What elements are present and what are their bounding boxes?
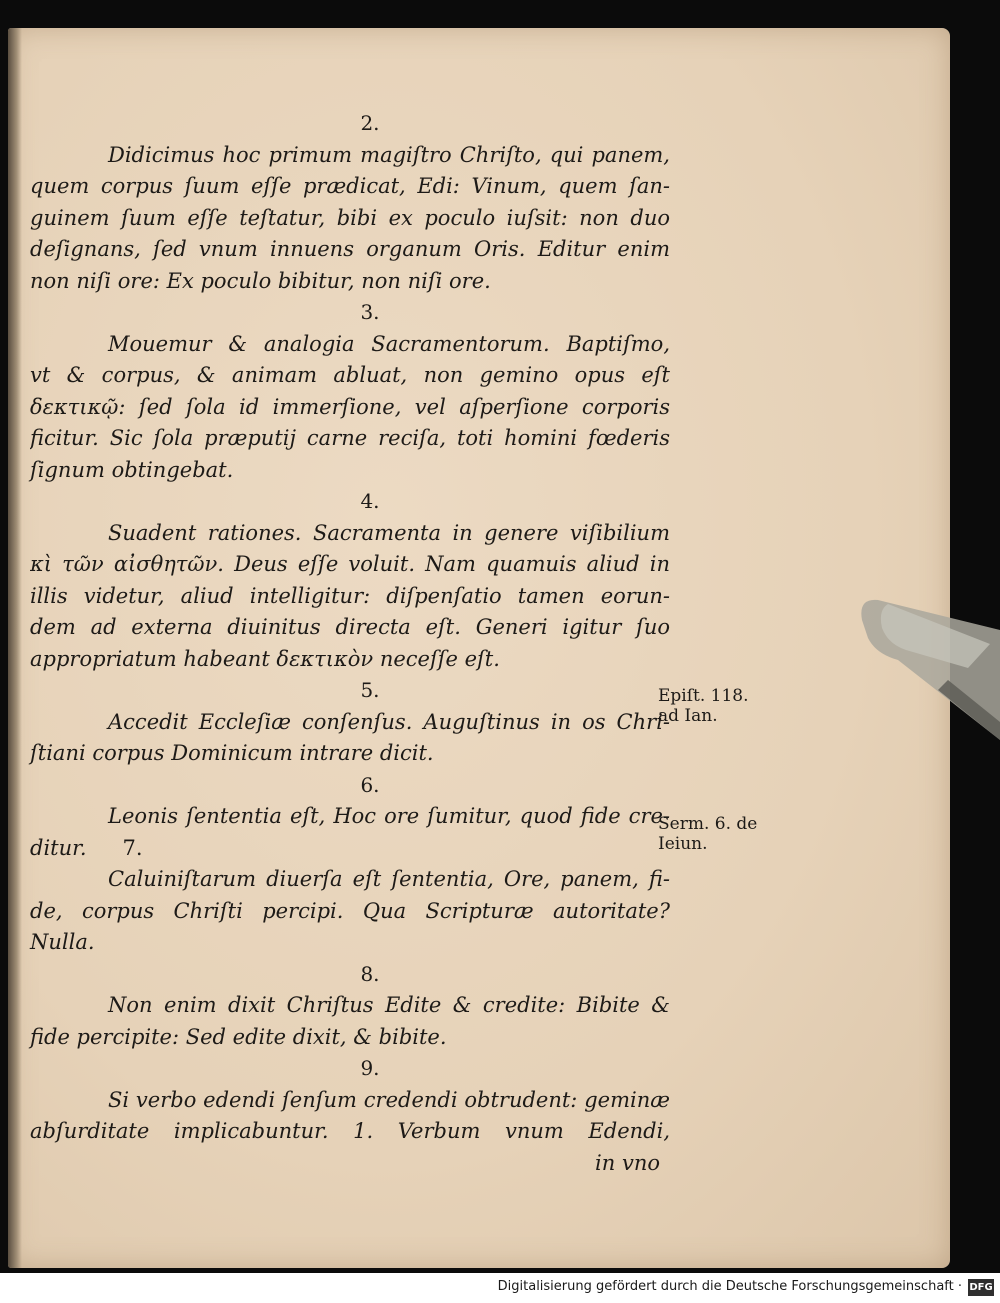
section-number: 7. <box>122 835 143 860</box>
text-line-end: ditur. <box>30 835 87 860</box>
section-number: 5. <box>360 678 380 702</box>
text-line: Caluiniſtarum diuerſa eſt ſententia, Ore, panem, fi- <box>108 867 670 891</box>
glass-weight-object <box>858 590 1000 740</box>
margin-note: Epiſt. 118. ad Ian. <box>658 686 749 726</box>
margin-note: Serm. 6. de Ieiun. <box>658 814 758 854</box>
text-line: dem ad externa diuinitus directa eſt. Generi igitur ſuo <box>30 615 670 639</box>
text-line: Mouemur & analogia Sacramentorum. Baptiſmo, <box>108 331 670 356</box>
text-line: Accedit Eccleſiæ conſenſus. Auguſtinus in os Chri- <box>108 709 670 734</box>
text-line: non niſi ore: Ex poculo bibitur, non niſi ore. <box>30 268 491 293</box>
text-line: δεκτικῷ: ſed ſola id immerſione, vel aſperſione corporis <box>30 394 670 419</box>
text-line: illis videtur, aliud intelligitur: diſpenſatio tamen eorun- <box>30 583 670 608</box>
section-number: 9. <box>360 1056 380 1080</box>
page-body <box>30 108 670 1179</box>
section-number: 2. <box>360 111 380 135</box>
text-line: Leonis ſententia eſt, Hoc ore ſumitur, quod fide cre- <box>108 804 670 828</box>
text-line: Suadent rationes. Sacramenta in genere viſibilium <box>108 520 670 545</box>
book-page <box>8 28 950 1268</box>
text-line: ſtiani corpus Dominicum intrare dicit. <box>30 741 434 765</box>
text-line: Si verbo edendi ſenſum credendi obtrudent: geminæ <box>108 1087 670 1112</box>
text-line: Didicimus hoc primum magiſtro Chriſto, qui panem, <box>108 142 670 167</box>
text-line: ſignum obtingebat. <box>30 457 234 482</box>
text-line: κὶ τῶν αἰσθητῶν. Deus eſſe voluit. Nam quamuis aliud in <box>30 552 670 576</box>
text-line: abſurditate implicabuntur. 1. Verbum vnum Edendi, <box>30 1119 670 1143</box>
section-number: 6. <box>360 772 380 797</box>
text-line: appropriatum habeant δεκτικὸν neceſſe eſt. <box>30 646 500 671</box>
text-line: fide percipite: Sed edite dixit, & bibite. <box>30 1024 447 1049</box>
text-line <box>30 833 670 865</box>
footer-bar <box>0 1273 1000 1303</box>
dfg-logo: DFG <box>968 1279 994 1296</box>
section-number: 4. <box>360 489 380 513</box>
section-number: 3. <box>360 300 380 324</box>
section-number: 8. <box>360 961 380 986</box>
text-line: Nulla. <box>30 930 95 954</box>
text-line: guinem ſuum eſſe teſtatur, bibi ex poculo iuſsit: non duo <box>30 205 670 230</box>
text-line: deſignans, ſed vnum innuens organum Oris. Editur enim <box>30 237 670 261</box>
funding-notice: Digitalisierung gefördert durch die Deutsche Forschungsgemeinschaft · <box>497 1279 962 1294</box>
text-line: de, corpus Chriſti percipi. Qua Scripturæ autoritate? <box>30 898 670 923</box>
catchword: in vno <box>595 1150 660 1175</box>
text-line: ficitur. Sic ſola præputij carne reciſa, toti homini fœderis <box>30 426 670 450</box>
page-spine-shadow <box>8 28 22 1268</box>
text-line: vt & corpus, & animam abluat, non gemino opus eſt <box>30 363 670 387</box>
text-line: quem corpus ſuum eſſe prædicat, Edi: Vinum, quem ſan- <box>30 174 670 198</box>
text-line: Non enim dixit Chriſtus Edite & credite: Bibite & <box>108 993 670 1017</box>
